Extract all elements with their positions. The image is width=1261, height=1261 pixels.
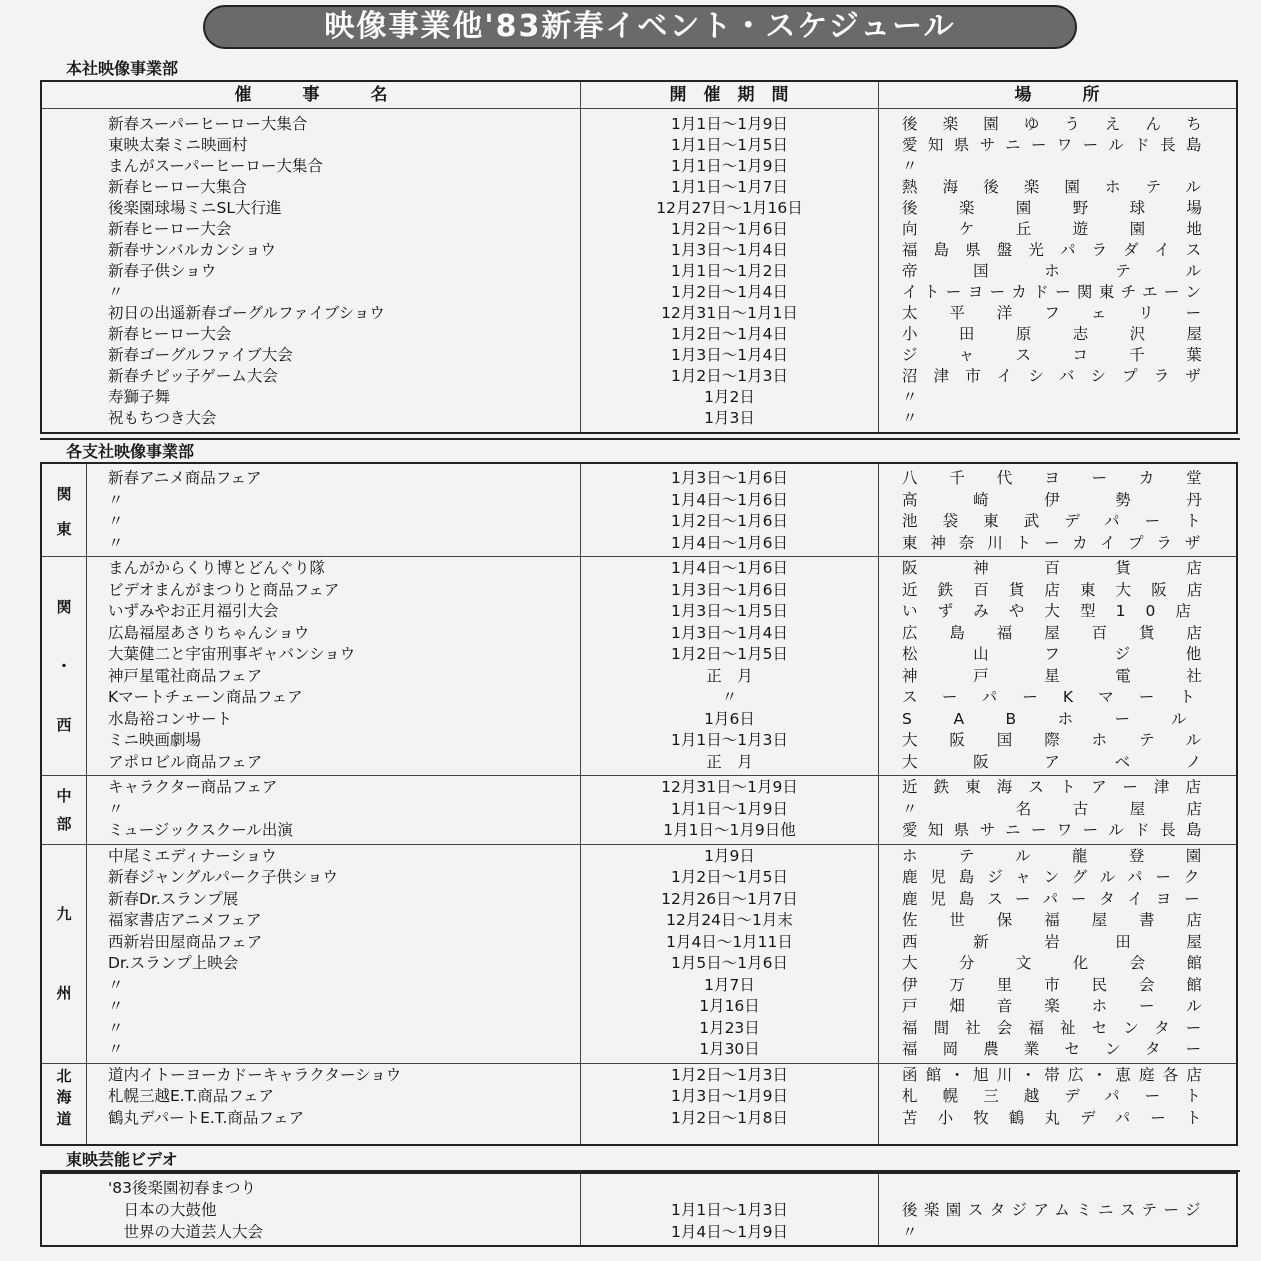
table-row — [42, 114, 1236, 135]
event-period: 1月2日〜1月3日 — [671, 1065, 788, 1084]
table-row — [42, 282, 1236, 303]
region-char: 関 — [56, 598, 72, 616]
event-venue: 熱海後楽園ホテル — [902, 178, 1227, 196]
table-row — [42, 601, 1236, 622]
event-name: 広島福屋あさりちゃんショウ — [108, 623, 310, 642]
event-name: 〃 — [108, 1040, 124, 1058]
event-period: 1月4日〜1月6日 — [671, 559, 788, 577]
table-row — [42, 799, 1244, 820]
region-char: ・ — [56, 657, 72, 675]
event-period: 1月4日〜1月11日 — [666, 932, 793, 951]
table-row — [42, 889, 1236, 910]
section-label-branches: 各支社映像事業部 — [66, 442, 195, 461]
event-venue: 沼津市イシバシプラザ — [902, 367, 1217, 385]
event-name: 神戸星電社商品フェア — [108, 666, 263, 685]
event-name: 世界の大道芸人大会 — [108, 1223, 264, 1241]
event-name: 日本の大鼓他 — [108, 1201, 217, 1219]
event-period: 12月31日〜1月9日 — [661, 778, 798, 796]
event-name: いずみやお正月福引大会 — [108, 602, 279, 620]
event-venue: 東神奈川トーカイプラザ — [902, 533, 1214, 552]
event-venue: 大阪アベノ — [902, 752, 1257, 771]
event-venue: 福間社会福祉センター — [902, 1018, 1218, 1037]
event-period: 12月26日〜1月7日 — [661, 889, 798, 908]
table-row — [42, 1222, 1236, 1243]
region-label — [42, 777, 86, 842]
table-row — [42, 156, 1236, 177]
event-period: 1月16日 — [699, 997, 760, 1015]
event-venue: 近鉄東海ストアー津店 — [902, 778, 1218, 796]
event-period: 1月3日〜1月5日 — [671, 602, 788, 620]
table-row — [42, 240, 1236, 261]
event-venue: 福岡農業センター — [902, 1040, 1227, 1058]
region-char: 州 — [56, 983, 72, 1002]
table-row — [42, 752, 1257, 773]
table-row — [42, 867, 1236, 888]
event-name: 〃 — [108, 1018, 124, 1037]
region-char: 中 — [56, 786, 72, 805]
event-name: 〃 — [108, 512, 124, 530]
event-name: 大葉健二と宇宙刑事ギャバンショウ — [108, 645, 356, 663]
table-row — [42, 387, 1236, 408]
event-period: 1月23日 — [699, 1018, 760, 1037]
event-name: 初日の出遥新春ゴーグルファイブショウ — [108, 304, 385, 322]
event-venue: 札幌三越デパート — [902, 1087, 1226, 1105]
event-name: 新春ヒーロー大会 — [108, 220, 232, 238]
event-name: 後楽園球場ミニSL大行進 — [108, 199, 282, 217]
event-venue: 〃 名古屋店 — [902, 799, 1244, 818]
event-period: 1月30日 — [699, 1040, 760, 1058]
event-period: 正 月 — [706, 666, 753, 685]
event-venue: 八千代ヨーカ堂 — [902, 469, 1234, 487]
event-venue: 〃 — [902, 409, 1203, 427]
event-period: 1月5日〜1月6日 — [671, 954, 788, 972]
table-headquarters — [40, 80, 1257, 434]
event-period: 1月4日〜1月9日 — [671, 1223, 788, 1241]
table-row — [42, 219, 1244, 240]
event-name: Kマートチェーン商品フェア — [108, 688, 303, 706]
event-venue: 帝国ホテル — [902, 262, 1257, 280]
event-venue: 大分文化会館 — [902, 954, 1244, 972]
table-row — [42, 468, 1236, 489]
event-name: 新春チビッ子ゲーム大会 — [108, 367, 278, 385]
table-row — [42, 975, 1236, 996]
table-row — [42, 623, 1236, 644]
table-row — [42, 730, 1236, 751]
event-period: 1月9日 — [704, 846, 755, 865]
region-char: 西 — [56, 716, 72, 734]
event-venue: 伊万里市民会館 — [902, 975, 1234, 994]
event-name: 新春スーパーヒーロー大集合 — [108, 115, 308, 133]
event-period: 1月2日〜1月4日 — [671, 325, 788, 343]
event-period: 1月4日〜1月6日 — [671, 490, 788, 509]
event-venue: 近鉄百貨店東大阪店 — [902, 580, 1223, 599]
region-char: 北 — [56, 1066, 72, 1085]
region-label — [42, 468, 86, 554]
event-venue: 後楽園野球場 — [902, 199, 1244, 217]
region-char: 東 — [56, 520, 72, 539]
event-name: 新春子供ショウ — [108, 262, 217, 280]
event-name: 寿獅子舞 — [108, 388, 171, 406]
event-name: ミニ映画劇場 — [108, 731, 202, 749]
region-char: 九 — [56, 905, 72, 924]
event-name: Dr.スランプ上映会 — [108, 954, 239, 972]
event-name: 新春アニメ商品フェア — [108, 469, 262, 487]
event-venue: 大阪国際ホテル — [902, 731, 1234, 749]
event-period: 12月31日〜1月1日 — [661, 304, 798, 322]
event-name: 新春Dr.スランプ展 — [108, 889, 239, 908]
region-char: 海 — [56, 1088, 72, 1107]
event-period: 1月4日〜1月6日 — [671, 533, 788, 552]
table-row — [42, 666, 1258, 687]
region-char: 関 — [56, 484, 72, 503]
event-name: 〃 — [108, 490, 124, 509]
table-row — [42, 303, 1236, 324]
event-period: 12月24日〜1月末 — [666, 911, 793, 929]
table-row — [42, 846, 1243, 867]
event-name: 新春ヒーロー大集合 — [108, 178, 247, 196]
event-period: 1月1日〜1月9日 — [671, 799, 788, 818]
table-row — [42, 490, 1258, 511]
event-name: まんがスーパーヒーロー大集合 — [108, 157, 323, 175]
table-row — [42, 932, 1258, 953]
event-period: 1月7日 — [704, 975, 755, 994]
table-branches — [40, 462, 1258, 1146]
event-period: 1月1日〜1月3日 — [671, 1201, 788, 1219]
table-row — [42, 996, 1236, 1017]
event-period: 1月2日〜1月3日 — [671, 367, 788, 385]
event-venue: 〃 — [902, 157, 1203, 175]
event-name: 新春ゴーグルファイブ大会 — [108, 346, 293, 364]
event-period: 1月3日〜1月9日 — [671, 1087, 788, 1105]
event-venue: 戸畑音楽ホール — [902, 997, 1234, 1015]
event-venue: 後楽園スタジアムミニステージ — [902, 1201, 1207, 1219]
table-row — [42, 366, 1236, 387]
event-venue: 鹿児島スーパータイヨー — [902, 889, 1213, 908]
table-row — [42, 408, 1236, 429]
event-name: 〃 — [108, 799, 124, 818]
table-row — [42, 910, 1236, 931]
table-row — [42, 198, 1244, 219]
event-period: 1月3日〜1月6日 — [671, 469, 788, 487]
event-period: 1月6日 — [704, 709, 755, 728]
event-name: 〃 — [108, 283, 124, 301]
event-venue: 阪神百貨店 — [902, 559, 1258, 577]
event-period: 1月2日〜1月6日 — [671, 220, 788, 238]
event-period: 1月2日〜1月6日 — [671, 512, 788, 530]
event-period: 〃 — [721, 688, 738, 706]
table-geino-video — [40, 1172, 1238, 1247]
event-venue: ホテル龍登園 — [902, 846, 1243, 865]
event-period: 1月2日 — [704, 388, 755, 406]
table-row — [42, 1178, 1236, 1199]
region-char: 道 — [56, 1109, 72, 1128]
event-period: 1月1日〜1月5日 — [671, 136, 788, 154]
event-name: アポロビル商品フェア — [108, 752, 263, 771]
event-name: キャラクター商品フェア — [108, 778, 278, 796]
table-row — [42, 558, 1258, 579]
event-period: 1月1日〜1月7日 — [671, 178, 788, 196]
event-venue: ジャスコ千葉 — [902, 346, 1244, 364]
table-row — [42, 644, 1257, 665]
event-venue: 池袋東武デパート — [902, 512, 1226, 530]
table-row — [42, 687, 1236, 708]
region-char: 部 — [56, 815, 72, 833]
table-row — [42, 1065, 1236, 1086]
event-period: 1月3日〜1月6日 — [671, 580, 788, 599]
event-venue: 函館・旭川・帯広・恵庭各店 — [902, 1065, 1211, 1084]
event-venue: SABホール — [902, 709, 1228, 728]
event-venue: 後楽園ゆうえんち — [902, 115, 1227, 133]
event-name: まんがからくり博とどんぐり隊 — [108, 559, 326, 577]
region-label — [42, 1065, 86, 1130]
event-venue: スーパーKマート — [902, 688, 1220, 706]
event-name: 東映太秦ミニ映画村 — [108, 136, 248, 154]
event-venue: 苫小牧鶴丸デパート — [902, 1108, 1222, 1127]
event-venue: 松山フジ他 — [902, 645, 1257, 663]
table-row — [42, 1018, 1236, 1039]
event-period: 1月3日〜1月4日 — [671, 241, 788, 259]
event-name: 鶴丸デパートE.T.商品フェア — [108, 1108, 305, 1127]
table-row — [42, 953, 1244, 974]
event-period: 1月3日〜1月4日 — [671, 623, 788, 642]
table-row — [42, 511, 1236, 532]
event-name: 札幌三越E.T.商品フェア — [108, 1087, 275, 1105]
table-row — [42, 533, 1236, 554]
event-name: 〃 — [108, 997, 124, 1015]
event-venue: 〃 — [902, 1223, 1203, 1241]
event-period: 1月1日〜1月9日他 — [663, 821, 796, 839]
event-venue: 高崎伊勢丹 — [902, 490, 1258, 509]
event-venue: いずみや大型10店 — [902, 602, 1212, 620]
table-row — [42, 777, 1236, 798]
table-row — [42, 709, 1236, 730]
section-label-headquarters: 本社映像事業部 — [66, 59, 179, 78]
event-period: 1月2日〜1月4日 — [671, 283, 788, 301]
event-name: 道内イトーヨーカドーキャラクターショウ — [108, 1065, 402, 1084]
event-venue: 鹿児島ジャングルパーク — [902, 868, 1213, 886]
event-name: ビデオまんがまつりと商品フェア — [108, 580, 340, 599]
event-name: 新春サンバルカンショウ — [108, 241, 276, 259]
table-row — [42, 261, 1257, 282]
event-name: 〃 — [108, 533, 124, 552]
event-period: 1月2日〜1月8日 — [671, 1108, 788, 1127]
table-row — [42, 324, 1244, 345]
event-name: ミュージックスクール出演 — [108, 821, 293, 839]
region-label — [42, 558, 86, 773]
header-event: 催 事 名 — [234, 85, 388, 105]
event-period: 1月1日〜1月9日 — [671, 157, 788, 175]
event-period: 1月2日〜1月5日 — [671, 868, 788, 886]
event-name: 新春ジャングルパーク子供ショウ — [108, 868, 339, 886]
event-name: 福家書店アニメフェア — [108, 911, 262, 929]
table-row — [42, 1200, 1236, 1221]
event-venue: 福島県盤光パラダイス — [902, 241, 1218, 259]
table-row — [42, 820, 1236, 841]
event-period: 12月27日〜1月16日 — [656, 199, 803, 217]
event-venue: 〃 — [902, 388, 1203, 406]
event-venue: 愛知県サニーワールド長島 — [902, 136, 1212, 154]
event-venue: 愛知県サニーワールド長島 — [902, 821, 1212, 839]
event-period: 1月1日〜1月9日 — [671, 115, 788, 133]
event-period: 1月3日〜1月4日 — [671, 346, 788, 364]
event-period: 1月3日 — [704, 409, 755, 427]
event-name: '83後楽園初春まつり — [108, 1179, 256, 1197]
event-name: 〃 — [108, 975, 124, 994]
event-name: 西新岩田屋商品フェア — [108, 932, 263, 951]
event-name: 新春ヒーロー大会 — [108, 325, 232, 343]
event-name: 祝もちつき大会 — [108, 409, 217, 427]
event-period: 1月2日〜1月5日 — [671, 645, 788, 663]
event-venue: 佐世保福屋書店 — [902, 911, 1234, 929]
section-label-geino-video: 東映芸能ビデオ — [66, 1150, 178, 1169]
table-row — [42, 345, 1244, 366]
table-row — [42, 1039, 1236, 1060]
event-venue: イトーヨーカドー関東チエーン — [902, 283, 1208, 301]
table-row — [42, 1086, 1236, 1107]
event-venue: 広島福屋百貨店 — [902, 623, 1234, 642]
event-venue: 太平洋フェリー — [902, 304, 1234, 322]
event-period: 1月1日〜1月3日 — [671, 731, 788, 749]
page-title: 映像事業他'83新春イベント・スケジュール — [203, 5, 1077, 49]
event-venue: 向ケ丘遊園地 — [902, 220, 1244, 238]
event-venue: 小田原志沢屋 — [902, 325, 1244, 343]
header-venue: 場 所 — [1014, 85, 1100, 105]
table-row — [42, 580, 1236, 601]
event-period: 正 月 — [706, 752, 753, 771]
event-name: 水島裕コンサート — [108, 709, 233, 728]
event-name: 中尾ミエディナーショウ — [108, 846, 277, 865]
event-period: 1月1日〜1月2日 — [671, 262, 788, 280]
table-row — [42, 177, 1236, 198]
header-period: 開 催 期 間 — [669, 85, 789, 105]
region-label — [42, 846, 86, 1061]
table-row — [42, 1108, 1236, 1129]
table-row — [42, 135, 1236, 156]
event-venue: 神戸星電社 — [902, 666, 1258, 685]
event-venue: 西新岩田屋 — [902, 932, 1258, 951]
